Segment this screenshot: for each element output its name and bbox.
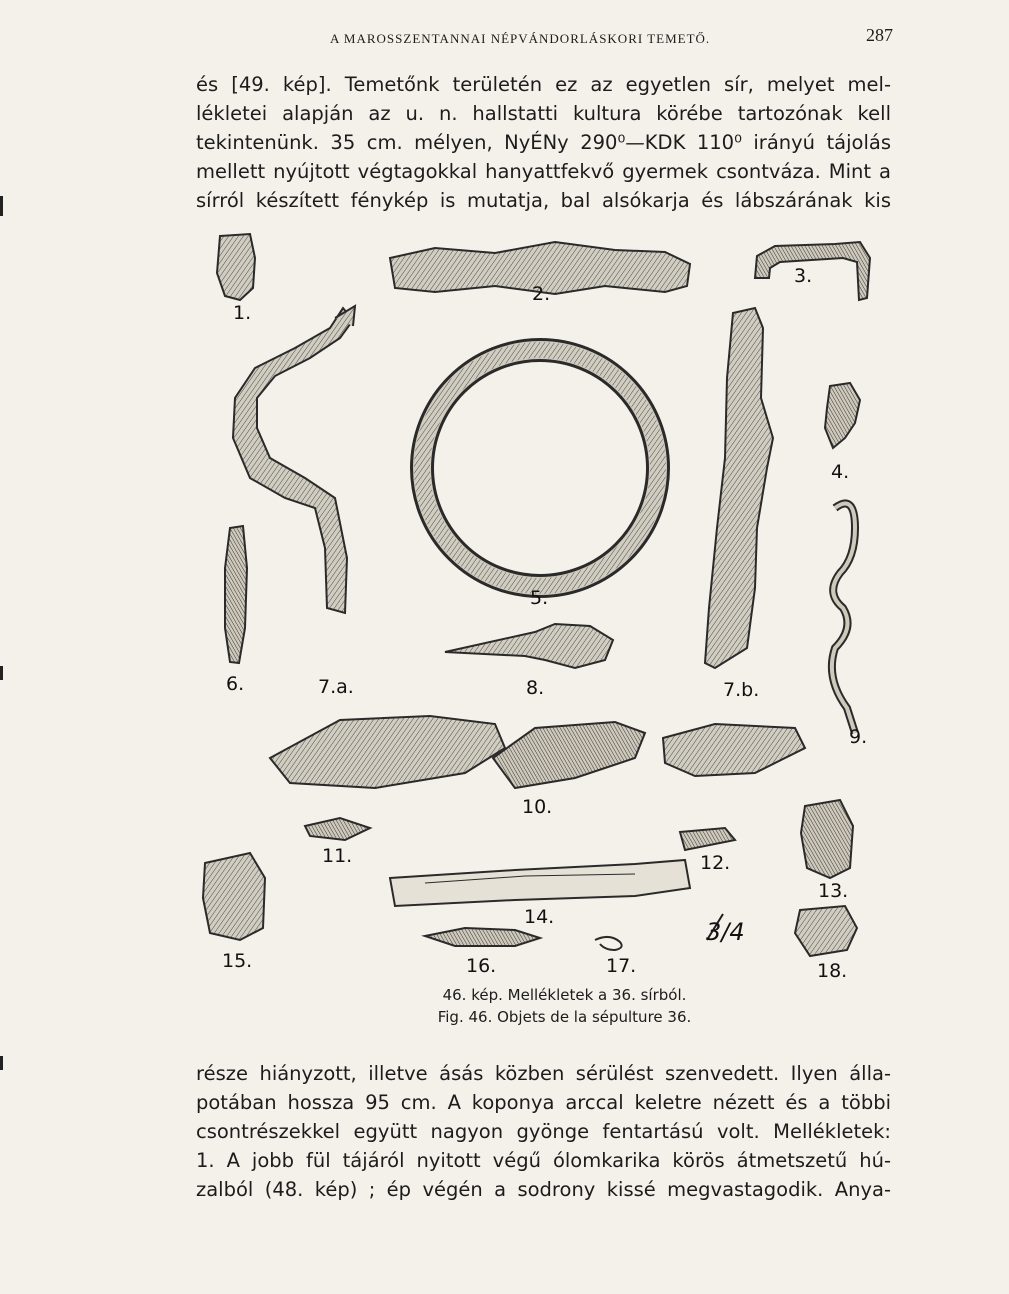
label-5: 5. xyxy=(530,587,549,609)
label-8: 8. xyxy=(526,677,545,699)
label-17: 17. xyxy=(606,955,637,977)
text-line: sírról készített fénykép is mutatja, bal alsókarja és lábszárának kis xyxy=(196,189,891,212)
artifact-7a xyxy=(233,306,355,613)
label-scale: 3/4 xyxy=(706,918,745,946)
text-line: zalból (48. kép) ; ép végén a sodrony kissé megvastagodik. Anya- xyxy=(196,1178,891,1201)
text-line: 1. A jobb fül tájáról nyitott végű ólomkarika körös átmetszetű hú- xyxy=(196,1149,891,1172)
figure-caption-french: Fig. 46. Objets de la sépulture 36. xyxy=(437,1008,692,1026)
bottom-paragraph xyxy=(196,1059,891,1204)
label-7b: 7.b. xyxy=(723,679,760,701)
text-line: lékletei alapján az u. n. hallstatti kultura körébe tartozónak kell xyxy=(196,102,891,125)
artifact-5-ring xyxy=(422,350,658,586)
label-2: 2. xyxy=(532,283,551,305)
label-10: 10. xyxy=(522,796,553,818)
text-line: csontrészekkel együtt nagyon gyönge fentartású volt. Mellékletek: xyxy=(196,1120,891,1143)
text-line: potában hossza 95 cm. A koponya arccal keletre nézett és a többi xyxy=(196,1091,891,1114)
text-line: tekintenünk. 35 cm. mélyen, NyÉNy 290⁰—KDK 110⁰ irányú tájolás xyxy=(196,131,891,154)
label-6: 6. xyxy=(226,673,245,695)
label-18: 18. xyxy=(817,960,848,982)
label-7a: 7.a. xyxy=(318,676,354,698)
artifact-16 xyxy=(425,928,540,946)
page-number: 287 xyxy=(866,25,893,45)
artifact-13 xyxy=(801,800,853,878)
artifact-10 xyxy=(270,716,805,788)
label-12: 12. xyxy=(700,852,731,874)
figure-caption-hungarian: 46. kép. Mellékletek a 36. sírból. xyxy=(442,986,687,1004)
label-4: 4. xyxy=(831,461,850,483)
artifact-4 xyxy=(825,383,860,448)
text-line: része hiányzott, illetve ásás közben sérülést szenvedett. Ilyen álla- xyxy=(196,1062,891,1085)
scan-mark xyxy=(0,196,3,216)
text-line: mellett nyújtott végtagokkal hanyattfekvő gyermek csontváza. Mint a xyxy=(196,160,891,183)
label-3: 3. xyxy=(794,265,813,287)
artifact-8 xyxy=(445,624,613,668)
artifact-6 xyxy=(225,526,247,663)
label-11: 11. xyxy=(322,845,353,867)
label-15: 15. xyxy=(222,950,253,972)
artifact-15 xyxy=(203,853,265,940)
artifact-1 xyxy=(217,234,255,300)
scan-mark xyxy=(0,666,3,680)
artifact-11 xyxy=(305,818,370,840)
artifact-12 xyxy=(680,828,735,850)
artifact-3 xyxy=(755,242,870,300)
text-line: és [49. kép]. Temetőnk területén ez az egyetlen sír, melyet mel- xyxy=(196,73,891,96)
artifact-17 xyxy=(595,937,622,950)
artifact-9 xyxy=(832,504,855,734)
artifact-14-bone xyxy=(390,860,690,906)
artifact-7b xyxy=(705,308,773,668)
label-1: 1. xyxy=(233,302,252,324)
artifact-18 xyxy=(795,906,857,956)
scan-mark xyxy=(0,1056,3,1070)
label-9: 9. xyxy=(849,726,868,748)
label-13: 13. xyxy=(818,880,849,902)
running-title: A MAROSSZENTANNAI NÉPVÁNDORLÁSKORI TEMETŐ. xyxy=(330,31,711,46)
label-16: 16. xyxy=(466,955,497,977)
top-paragraph xyxy=(196,70,891,215)
label-14: 14. xyxy=(524,906,555,928)
